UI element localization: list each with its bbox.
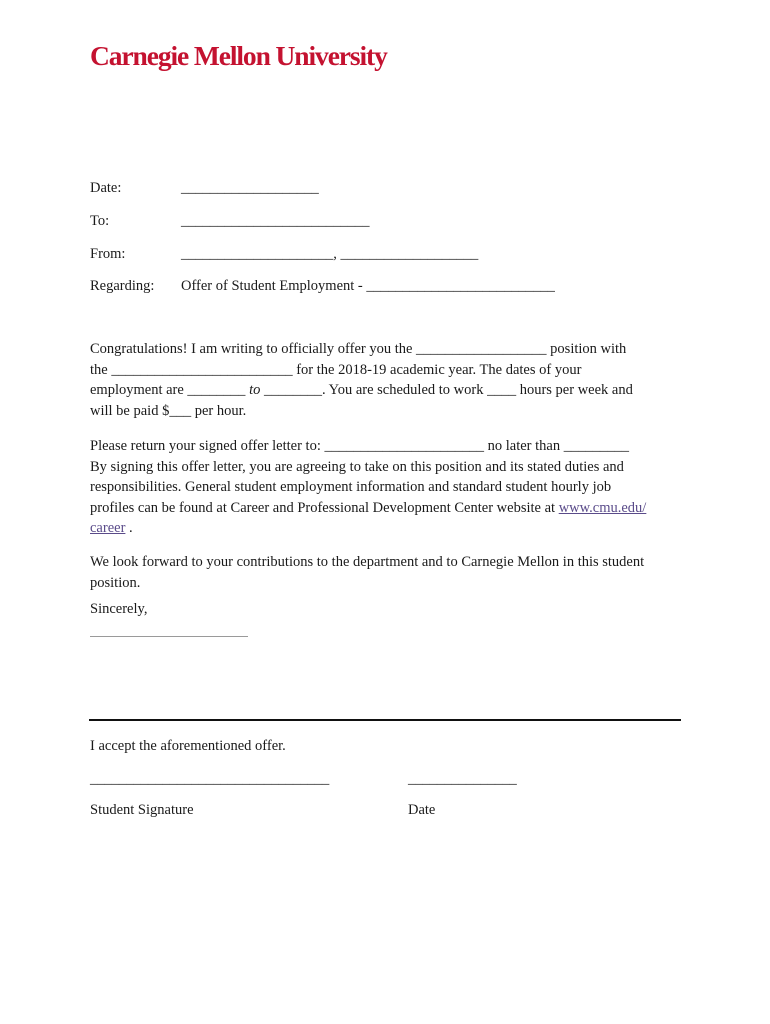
career-info-text: profiles can be found at Career and Professional Development Center website at xyxy=(90,499,559,516)
career-website-link[interactable]: www.cmu.edu/ xyxy=(558,499,647,516)
to-blank: __________________________ xyxy=(181,213,370,229)
to-italic: to xyxy=(249,382,261,398)
offer-paragraph-line: the _________________________ for the 2018-19 academic year. The dates of your xyxy=(90,361,582,378)
return-paragraph-line: By signing this offer letter, you are agreeing to take on this position and its stated duties and xyxy=(90,458,624,475)
offer-paragraph-line xyxy=(90,380,680,401)
to-label: To: xyxy=(90,213,110,229)
closing-paragraph-line: position. xyxy=(90,574,141,591)
offer-paragraph xyxy=(90,339,680,421)
career-website-link-continued[interactable]: career xyxy=(90,520,126,536)
offer-paragraph-line: will be paid $___ per hour. xyxy=(90,402,247,419)
return-paragraph xyxy=(90,436,680,539)
student-date-blank: _______________ xyxy=(408,771,517,787)
regarding-label: Regarding: xyxy=(90,278,155,294)
student-date-label: Date xyxy=(408,802,436,818)
from-label: From: xyxy=(90,246,126,262)
return-paragraph-line: Please return your signed offer letter to: ______________________ no later than _________ xyxy=(90,438,629,454)
employment-dates-text: employment are ________ xyxy=(90,382,250,398)
closing-paragraph-line: We look forward to your contributions to the department and to Carnegie Mellon in this student xyxy=(90,554,645,570)
sender-signature-line xyxy=(90,636,248,637)
work-hours-text: ________. You are scheduled to work ____ hours per week and xyxy=(260,382,633,398)
accept-offer-text: I accept the aforementioned offer. xyxy=(90,738,286,754)
student-signature-label: Student Signature xyxy=(90,802,194,818)
offer-paragraph-line: Congratulations! I am writing to officially offer you the __________________ position with xyxy=(90,341,627,357)
return-paragraph-line xyxy=(90,518,680,539)
from-blank: _____________________, ___________________ xyxy=(181,246,479,262)
date-blank: ___________________ xyxy=(181,180,319,196)
link-period: . xyxy=(125,520,133,536)
date-label: Date: xyxy=(90,180,122,196)
regarding-value: Offer of Student Employment - __________________________ xyxy=(181,278,555,294)
sincerely-text: Sincerely, xyxy=(90,601,148,617)
university-logo: Carnegie Mellon University xyxy=(90,40,387,71)
student-signature-blank: _________________________________ xyxy=(90,771,330,787)
return-paragraph-line: responsibilities. General student employment information and standard student hourly job xyxy=(90,479,612,495)
closing-paragraph xyxy=(90,552,680,593)
return-paragraph-line xyxy=(90,498,680,519)
section-divider xyxy=(89,719,681,721)
